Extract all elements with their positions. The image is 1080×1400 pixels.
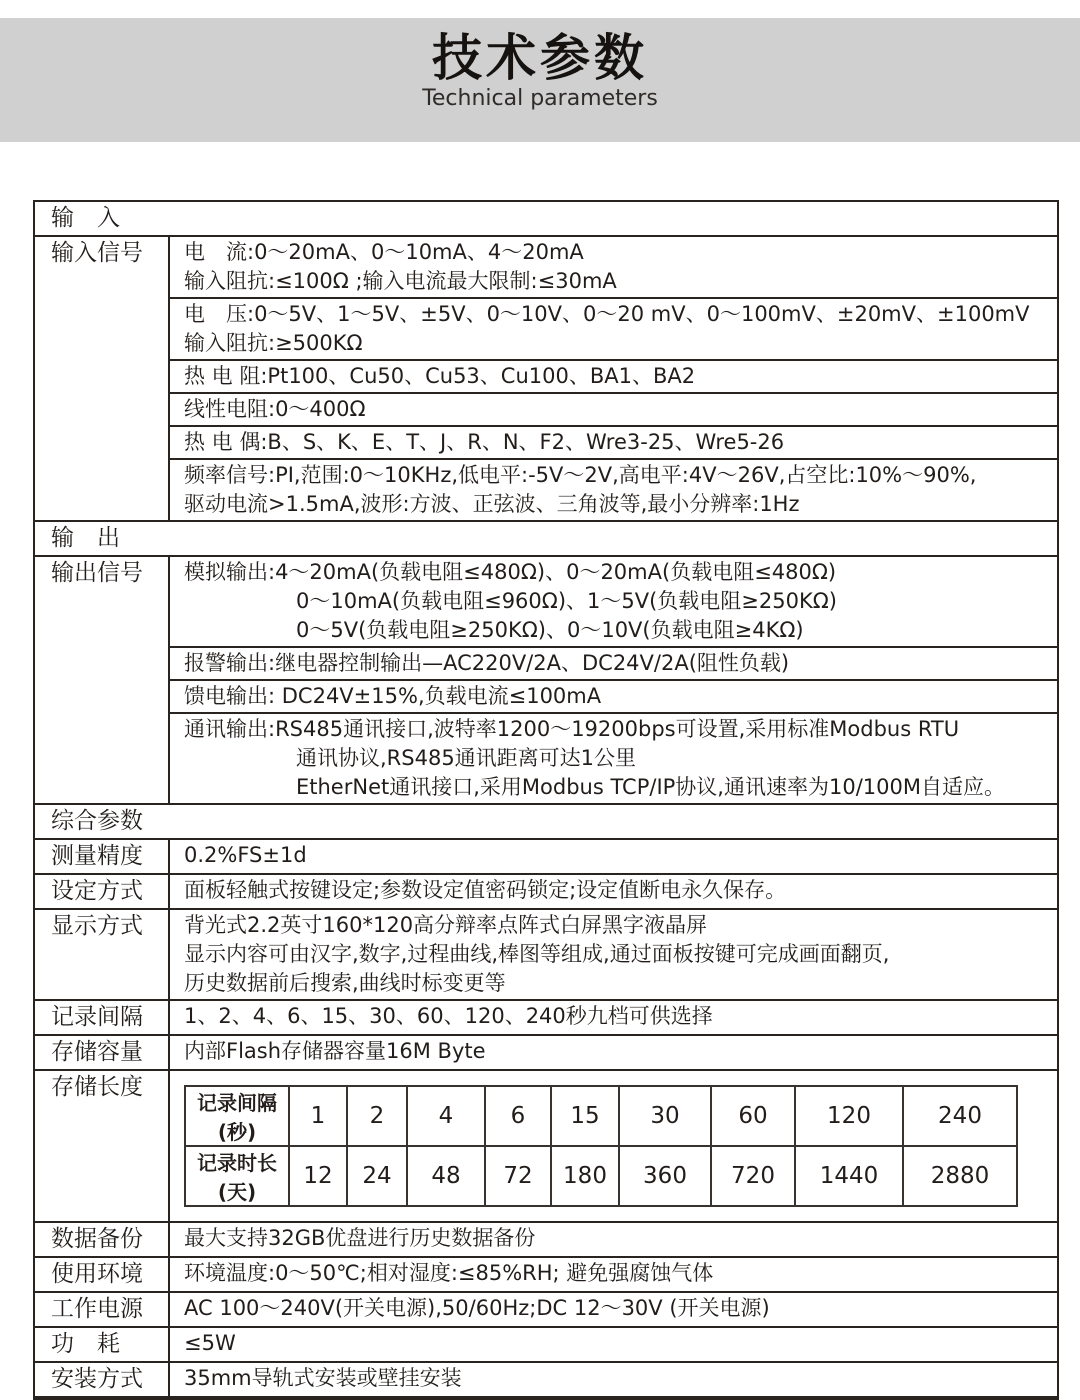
spec-row-storage-capacity bbox=[35, 1034, 1057, 1069]
row-content-output-signal bbox=[170, 557, 1057, 803]
spec-line: 1、2、4、6、15、30、60、120、240秒九档可供选择 bbox=[184, 1004, 713, 1028]
row-label-operating-environment: 使用环境 bbox=[35, 1258, 170, 1291]
spec-line: 内部Flash存储器容量16M Byte bbox=[184, 1039, 486, 1063]
storage-table-cell: 2880 bbox=[903, 1146, 1017, 1206]
spec-subrow bbox=[170, 679, 1057, 712]
spec-row-general-params-section bbox=[35, 803, 1057, 838]
spec-row-setting-method bbox=[35, 873, 1057, 908]
spec-line: 报警输出:继电器控制输出—AC220V/2A、DC24V/2A(阻性负载) bbox=[184, 651, 790, 675]
spec-row-storage-length bbox=[35, 1069, 1057, 1221]
spec-subrow bbox=[170, 1328, 1057, 1359]
spec-line: 35mm导轨式安装或壁挂安装 bbox=[184, 1366, 462, 1390]
spec-line: 通讯输出:RS485通讯接口,波特率1200～19200bps可设置,采用标准Modbus RTU bbox=[184, 717, 960, 741]
spec-row-input-signal bbox=[35, 235, 1057, 520]
spec-subrow bbox=[170, 237, 1057, 297]
spec-row-input-section bbox=[35, 202, 1057, 235]
row-label-power-consumption: 功 耗 bbox=[35, 1328, 170, 1361]
row-content-installation-method bbox=[170, 1363, 1057, 1396]
row-content-display-method bbox=[170, 910, 1057, 999]
spec-line: 环境温度:0～50℃;相对湿度:≤85%RH; 避免强腐蚀气体 bbox=[184, 1261, 714, 1285]
row-content-storage-capacity bbox=[170, 1036, 1057, 1069]
spec-row-power-consumption bbox=[35, 1326, 1057, 1361]
spec-subrow bbox=[170, 840, 1057, 871]
spec-line: 电 流:0～20mA、0～10mA、4～20mA bbox=[184, 240, 584, 264]
spec-line: 热 电 偶:B、S、K、E、T、J、R、N、F2、Wre3-25、Wre5-26 bbox=[184, 430, 785, 454]
row-label-measurement-accuracy: 测量精度 bbox=[35, 840, 170, 873]
spec-subrow bbox=[170, 392, 1057, 425]
spec-row-operating-environment bbox=[35, 1256, 1057, 1291]
spec-subrow bbox=[170, 425, 1057, 458]
page-subtitle: Technical parameters bbox=[422, 86, 658, 111]
row-label-storage-capacity: 存储容量 bbox=[35, 1036, 170, 1069]
spec-line: 电 压:0～5V、1～5V、±5V、0～10V、0～20 mV、0～100mV、±20mV、±100mV bbox=[184, 302, 1030, 326]
spec-row-display-method bbox=[35, 908, 1057, 999]
storage-table-cell: 72 bbox=[485, 1146, 551, 1206]
row-label-output-signal: 输出信号 bbox=[35, 557, 170, 803]
spec-subrow bbox=[170, 1001, 1057, 1032]
spec-line: 热 电 阻:Pt100、Cu50、Cu53、Cu100、BA1、BA2 bbox=[184, 364, 696, 388]
spec-subrow bbox=[170, 359, 1057, 392]
spec-subrow bbox=[170, 1258, 1057, 1289]
spec-row-output-section bbox=[35, 520, 1057, 555]
spec-row-measurement-accuracy bbox=[35, 838, 1057, 873]
storage-table-cell: 1 bbox=[289, 1086, 347, 1146]
storage-table-cell: 15 bbox=[551, 1086, 619, 1146]
storage-table-cell: 360 bbox=[619, 1146, 711, 1206]
row-content-storage-length bbox=[170, 1071, 1057, 1221]
row-content-measurement-accuracy bbox=[170, 840, 1057, 873]
row-content-setting-method bbox=[170, 875, 1057, 908]
row-label-setting-method: 设定方式 bbox=[35, 875, 170, 908]
storage-table-cell: 48 bbox=[407, 1146, 485, 1206]
spec-line: 线性电阻:0～400Ω bbox=[184, 397, 366, 421]
storage-table-row bbox=[185, 1086, 1017, 1146]
storage-table-cell: 6 bbox=[485, 1086, 551, 1146]
page-title: 技术参数 bbox=[432, 29, 648, 87]
storage-table-cell: 30 bbox=[619, 1086, 711, 1146]
spec-subrow bbox=[170, 297, 1057, 359]
spec-line: 频率信号:PI,范围:0～10KHz,低电平:-5V～2V,高电平:4V～26V,占空比:10%～90%, bbox=[184, 463, 977, 487]
spec-line: 0～5V(负载电阻≥250KΩ)、0～10V(负载电阻≥4KΩ) bbox=[296, 618, 804, 642]
row-label-input-signal: 输入信号 bbox=[35, 237, 170, 520]
spec-line: 显示内容可由汉字,数字,过程曲线,棒图等组成,通过面板按键可完成画面翻页, bbox=[184, 942, 890, 966]
row-content-working-power bbox=[170, 1293, 1057, 1326]
storage-table-cell: 2 bbox=[347, 1086, 407, 1146]
spec-line: 馈电输出: DC24V±15%,负载电流≤100mA bbox=[184, 684, 602, 708]
spec-subrow bbox=[170, 1036, 1057, 1067]
spec-row-output-signal bbox=[35, 555, 1057, 803]
spec-line: 驱动电流>1.5mA,波形:方波、正弦波、三角波等,最小分辨率:1Hz bbox=[184, 492, 800, 516]
row-label-storage-length: 存储长度 bbox=[35, 1071, 170, 1221]
row-content-input-signal bbox=[170, 237, 1057, 520]
spec-subrow bbox=[170, 557, 1057, 646]
spec-line: 历史数据前后搜索,曲线时标变更等 bbox=[184, 971, 506, 995]
storage-table-cell: 240 bbox=[903, 1086, 1017, 1146]
spec-line: EtherNet通讯接口,采用Modbus TCP/IP协议,通讯速率为10/100M自适应。 bbox=[296, 775, 1005, 799]
storage-table-header: 记录间隔(秒) bbox=[185, 1086, 289, 1146]
storage-table-cell: 12 bbox=[289, 1146, 347, 1206]
storage-table-row bbox=[185, 1146, 1017, 1206]
storage-table-cell: 60 bbox=[711, 1086, 795, 1146]
storage-table-cell: 24 bbox=[347, 1146, 407, 1206]
spec-row-record-interval bbox=[35, 999, 1057, 1034]
spec-table bbox=[33, 200, 1059, 1400]
row-content-data-backup bbox=[170, 1223, 1057, 1256]
spec-subrow bbox=[170, 1223, 1057, 1254]
spec-line: 最大支持32GB优盘进行历史数据备份 bbox=[184, 1226, 536, 1250]
section-label-output-section: 输 出 bbox=[51, 525, 120, 551]
spec-subrow bbox=[170, 646, 1057, 679]
row-label-record-interval: 记录间隔 bbox=[35, 1001, 170, 1034]
spec-line: 通讯协议,RS485通讯距离可达1公里 bbox=[296, 746, 637, 770]
row-label-installation-method: 安装方式 bbox=[35, 1363, 170, 1396]
row-label-display-method: 显示方式 bbox=[35, 910, 170, 999]
row-content-record-interval bbox=[170, 1001, 1057, 1034]
spec-line: 输入阻抗:≤100Ω ;输入电流最大限制:≤30mA bbox=[184, 269, 617, 293]
spec-subrow bbox=[170, 910, 1057, 999]
spec-subrow bbox=[170, 1363, 1057, 1394]
row-label-working-power: 工作电源 bbox=[35, 1293, 170, 1326]
section-label-general-params-section: 综合参数 bbox=[51, 808, 143, 834]
spec-line: 输入阻抗:≥500KΩ bbox=[184, 331, 363, 355]
spec-line: AC 100～240V(开关电源),50/60Hz;DC 12～30V (开关电源) bbox=[184, 1296, 770, 1320]
spec-line: 背光式2.2英寸160*120高分辩率点阵式白屏黑字液晶屏 bbox=[184, 913, 708, 937]
spec-line: ≤5W bbox=[184, 1331, 236, 1355]
storage-table-header: 记录时长(天) bbox=[185, 1146, 289, 1206]
storage-table-cell: 120 bbox=[795, 1086, 903, 1146]
spec-subrow bbox=[170, 875, 1057, 906]
spec-line: 0～10mA(负载电阻≤960Ω)、1～5V(负载电阻≥250KΩ) bbox=[296, 589, 837, 613]
spec-row-working-power bbox=[35, 1291, 1057, 1326]
row-content-operating-environment bbox=[170, 1258, 1057, 1291]
spec-subrow bbox=[170, 1293, 1057, 1324]
spec-row-data-backup bbox=[35, 1221, 1057, 1256]
row-label-data-backup: 数据备份 bbox=[35, 1223, 170, 1256]
storage-table-cell: 180 bbox=[551, 1146, 619, 1206]
storage-table bbox=[184, 1085, 1018, 1207]
spec-line: 面板轻触式按键设定;参数设定值密码锁定;设定值断电永久保存。 bbox=[184, 878, 787, 902]
row-content-power-consumption bbox=[170, 1328, 1057, 1361]
storage-table-cell: 1440 bbox=[795, 1146, 903, 1206]
spec-line: 0.2%FS±1d bbox=[184, 843, 307, 867]
spec-subrow bbox=[170, 712, 1057, 803]
storage-table-cell: 720 bbox=[711, 1146, 795, 1206]
spec-line: 模拟输出:4～20mA(负载电阻≤480Ω)、0～20mA(负载电阻≤480Ω) bbox=[184, 560, 837, 584]
title-band bbox=[0, 18, 1080, 142]
spec-row-installation-method bbox=[35, 1361, 1057, 1396]
storage-table-cell: 4 bbox=[407, 1086, 485, 1146]
spec-subrow bbox=[170, 458, 1057, 520]
section-label-input-section: 输 入 bbox=[51, 205, 120, 231]
